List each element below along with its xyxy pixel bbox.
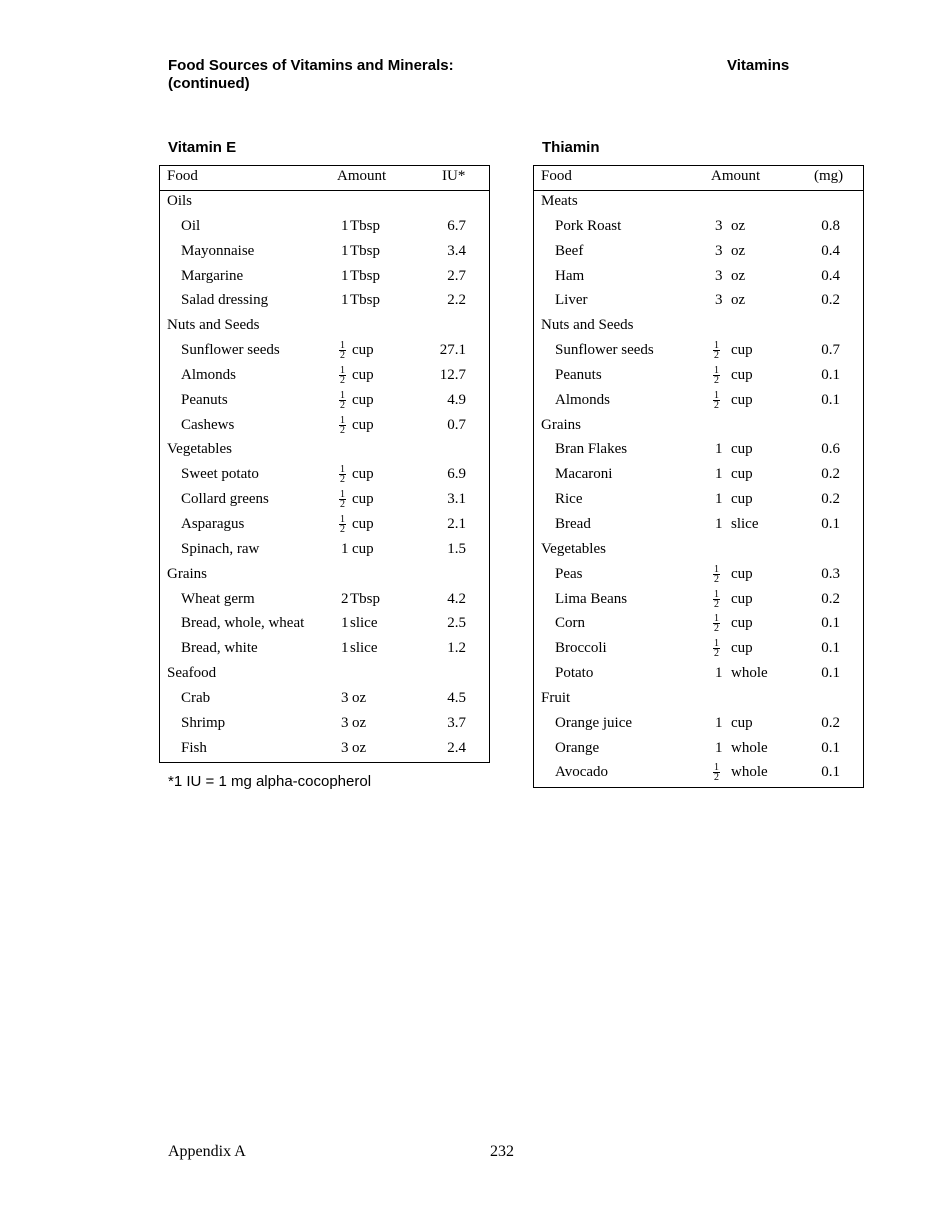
category-label: Oils [167, 193, 193, 209]
table-row [160, 390, 489, 415]
nutrient-value: 2.2 [447, 292, 466, 309]
header-title-line1: Food Sources of Vitamins and Minerals: [168, 57, 454, 74]
food-name: Orange juice [555, 714, 633, 731]
amount-unit: whole [731, 739, 768, 756]
table-row [534, 738, 863, 763]
nutrient-value: 0.7 [821, 342, 840, 359]
fraction-numerator: 1 [714, 340, 719, 352]
food-name: Potato [555, 665, 594, 682]
category-row [534, 415, 863, 440]
nutrient-value: 3.1 [447, 491, 466, 508]
food-name: Peas [555, 565, 583, 582]
table-row [160, 266, 489, 291]
col-header-value: (mg) [814, 168, 844, 184]
col-header-value: IU* [442, 168, 466, 184]
nutrient-value: 6.7 [447, 217, 466, 234]
amount-unit: Tbsp [350, 242, 380, 259]
food-name: Cashews [181, 416, 235, 433]
fraction-numerator: 1 [714, 389, 719, 401]
category-row [160, 564, 489, 589]
amount-unit: cup [731, 590, 753, 607]
table-row [534, 340, 863, 365]
table-row [160, 539, 489, 564]
table-row [160, 638, 489, 663]
food-name: Sweet potato [181, 466, 259, 483]
fraction-denominator: 2 [340, 424, 345, 436]
nutrient-value: 2.1 [447, 515, 466, 532]
table-row [534, 589, 863, 614]
fraction-denominator: 2 [340, 399, 345, 411]
nutrient-value: 12.7 [439, 366, 466, 383]
food-name: Rice [555, 491, 583, 508]
amount-unit: slice [350, 640, 378, 657]
nutrient-value: 0.1 [821, 515, 840, 532]
amount-unit: cup [731, 714, 753, 731]
table-row [534, 290, 863, 315]
fraction-denominator: 2 [340, 474, 345, 486]
amount-unit: oz [352, 689, 367, 706]
food-name: Collard greens [181, 491, 269, 508]
nutrient-value: 0.2 [821, 714, 840, 731]
amount-unit: cup [352, 366, 374, 383]
nutrient-value: 1.5 [447, 540, 466, 557]
category-row [534, 539, 863, 564]
amount-quantity: 3 [715, 242, 723, 259]
category-row [160, 663, 489, 688]
food-name: Sunflower seeds [181, 342, 280, 359]
category-row [160, 191, 489, 216]
fraction-denominator: 2 [714, 399, 719, 411]
category-label: Grains [167, 565, 207, 582]
fraction-denominator: 2 [340, 523, 345, 535]
vitamin-e-table [159, 165, 490, 763]
nutrient-value: 0.7 [447, 416, 466, 433]
amount-unit: cup [352, 416, 374, 433]
fraction-half [339, 465, 346, 484]
category-label: Seafood [167, 665, 217, 682]
table-row [534, 613, 863, 638]
fraction-half [713, 565, 720, 584]
table-row [160, 713, 489, 738]
nutrient-value: 4.2 [447, 590, 466, 607]
amount-unit: Tbsp [350, 292, 380, 309]
table-row [160, 340, 489, 365]
amount-unit: cup [352, 466, 374, 483]
fraction-half [713, 341, 720, 360]
table-row [160, 365, 489, 390]
category-label: Meats [541, 193, 578, 209]
table-row [534, 514, 863, 539]
fraction-numerator: 1 [340, 414, 345, 426]
table-header-row [534, 166, 863, 191]
amount-quantity: 1 [715, 714, 723, 731]
amount-unit: slice [731, 515, 759, 532]
table-row [534, 266, 863, 291]
food-name: Broccoli [555, 640, 607, 657]
food-name: Almonds [555, 391, 611, 408]
table-row [160, 489, 489, 514]
amount-quantity: 2 [341, 590, 349, 607]
food-name: Crab [181, 689, 211, 706]
amount-unit: Tbsp [350, 590, 380, 607]
fraction-half [713, 590, 720, 609]
nutrient-value: 0.8 [821, 217, 840, 234]
table-row [534, 241, 863, 266]
amount-unit: cup [731, 491, 753, 508]
amount-quantity: 1 [341, 540, 349, 557]
food-name: Sunflower seeds [555, 342, 654, 359]
nutrient-value: 3.4 [447, 242, 466, 259]
food-name: Beef [555, 242, 584, 259]
amount-unit: cup [731, 640, 753, 657]
fraction-numerator: 1 [714, 364, 719, 376]
amount-unit: oz [352, 739, 367, 756]
amount-unit: oz [731, 267, 746, 284]
amount-unit: cup [731, 366, 753, 383]
food-name: Asparagus [181, 515, 245, 532]
fraction-denominator: 2 [714, 623, 719, 635]
food-name: Macaroni [555, 466, 613, 483]
thiamin-rows [534, 191, 863, 787]
fraction-denominator: 2 [714, 350, 719, 362]
fraction-denominator: 2 [714, 598, 719, 610]
table-row [534, 663, 863, 688]
nutrient-value: 0.1 [821, 366, 840, 383]
amount-quantity: 1 [715, 491, 723, 508]
fraction-numerator: 1 [340, 364, 345, 376]
amount-quantity: 3 [715, 267, 723, 284]
category-row [160, 439, 489, 464]
header-title-line2: (continued) [168, 75, 250, 92]
amount-unit: Tbsp [350, 267, 380, 284]
amount-unit: cup [731, 342, 753, 359]
nutrient-value: 0.1 [821, 615, 840, 632]
nutrient-value: 0.2 [821, 292, 840, 309]
fraction-numerator: 1 [340, 340, 345, 352]
category-row [534, 688, 863, 713]
amount-unit: oz [731, 217, 746, 234]
category-label: Nuts and Seeds [167, 317, 260, 334]
category-row [534, 191, 863, 216]
food-name: Lima Beans [555, 590, 628, 607]
amount-quantity: 1 [341, 242, 349, 259]
amount-unit: cup [731, 441, 753, 458]
fraction-numerator: 1 [714, 563, 719, 575]
nutrient-value: 0.1 [821, 739, 840, 756]
table-row [160, 241, 489, 266]
fraction-half [339, 366, 346, 385]
fraction-half [339, 416, 346, 435]
category-row [534, 315, 863, 340]
nutrient-value: 0.4 [821, 242, 840, 259]
food-name: Pork Roast [555, 217, 622, 234]
footer-page-number: 232 [490, 1143, 514, 1160]
table-row [160, 514, 489, 539]
table-row [534, 762, 863, 787]
food-name: Bread [555, 515, 591, 532]
table-row [160, 415, 489, 440]
page-header-title [168, 57, 454, 93]
table-row [534, 564, 863, 589]
fraction-denominator: 2 [714, 648, 719, 660]
nutrient-value: 2.7 [447, 267, 466, 284]
amount-unit: cup [352, 342, 374, 359]
fraction-half [339, 515, 346, 534]
amount-quantity: 3 [341, 714, 349, 731]
category-label: Nuts and Seeds [541, 317, 634, 334]
amount-quantity: 1 [715, 739, 723, 756]
fraction-half [339, 391, 346, 410]
food-name: Mayonnaise [181, 242, 255, 259]
thiamin-table [533, 165, 864, 788]
fraction-half [713, 366, 720, 385]
food-name: Salad dressing [181, 292, 269, 309]
fraction-numerator: 1 [714, 588, 719, 600]
food-name: Margarine [181, 267, 244, 284]
nutrient-value: 6.9 [447, 466, 466, 483]
fraction-half [339, 490, 346, 509]
table-row [534, 713, 863, 738]
table-row [534, 638, 863, 663]
table-row [534, 489, 863, 514]
fraction-numerator: 1 [714, 762, 719, 774]
nutrient-value: 0.2 [821, 491, 840, 508]
food-name: Peanuts [181, 391, 228, 408]
amount-unit: oz [731, 242, 746, 259]
amount-quantity: 1 [715, 665, 723, 682]
nutrient-value: 27.1 [439, 342, 466, 359]
food-name: Orange [555, 739, 600, 756]
amount-unit: cup [731, 466, 753, 483]
category-label: Grains [541, 416, 581, 433]
amount-quantity: 1 [341, 640, 349, 657]
amount-unit: cup [352, 515, 374, 532]
table-row [534, 439, 863, 464]
fraction-numerator: 1 [340, 489, 345, 501]
category-label: Fruit [541, 689, 571, 706]
nutrient-value: 0.3 [821, 565, 840, 582]
nutrient-value: 3.7 [447, 714, 466, 731]
footer-appendix: Appendix A [168, 1143, 246, 1160]
fraction-half [713, 763, 720, 782]
amount-unit: cup [352, 540, 374, 557]
amount-quantity: 3 [715, 217, 723, 234]
amount-unit: cup [352, 491, 374, 508]
col-header-amount: Amount [337, 168, 387, 184]
amount-unit: cup [731, 615, 753, 632]
amount-unit: oz [352, 714, 367, 731]
fraction-numerator: 1 [340, 513, 345, 525]
category-label: Vegetables [167, 441, 232, 458]
table-row [160, 738, 489, 763]
nutrient-value: 0.1 [821, 391, 840, 408]
nutrient-value: 0.2 [821, 466, 840, 483]
food-name: Ham [555, 267, 585, 284]
fraction-numerator: 1 [340, 389, 345, 401]
food-name: Almonds [181, 366, 237, 383]
amount-quantity: 1 [341, 292, 349, 309]
nutrient-value: 0.2 [821, 590, 840, 607]
amount-quantity: 1 [715, 466, 723, 483]
nutrient-value: 0.1 [821, 640, 840, 657]
table-header-row [160, 166, 489, 191]
food-name: Liver [555, 292, 588, 309]
amount-quantity: 1 [715, 515, 723, 532]
nutrient-value: 0.6 [821, 441, 840, 458]
fraction-denominator: 2 [714, 772, 719, 784]
nutrient-value: 4.9 [447, 391, 466, 408]
table-row [160, 464, 489, 489]
table-row [160, 290, 489, 315]
fraction-numerator: 1 [340, 464, 345, 476]
table-row [160, 688, 489, 713]
table-row [160, 613, 489, 638]
amount-quantity: 1 [715, 441, 723, 458]
food-name: Bread, white [181, 640, 258, 657]
table-row [534, 390, 863, 415]
category-row [160, 315, 489, 340]
fraction-half [713, 391, 720, 410]
amount-unit: whole [731, 764, 768, 781]
nutrient-value: 0.4 [821, 267, 840, 284]
col-header-food: Food [541, 168, 572, 184]
food-name: Corn [555, 615, 585, 632]
fraction-denominator: 2 [340, 374, 345, 386]
amount-unit: oz [731, 292, 746, 309]
nutrient-value: 0.1 [821, 665, 840, 682]
category-label: Vegetables [541, 540, 606, 557]
nutrient-value: 1.2 [447, 640, 466, 657]
amount-unit: cup [352, 391, 374, 408]
food-name: Wheat germ [181, 590, 255, 607]
food-name: Peanuts [555, 366, 602, 383]
amount-unit: Tbsp [350, 217, 380, 234]
food-name: Bran Flakes [555, 441, 628, 458]
col-header-food: Food [167, 168, 198, 184]
fraction-numerator: 1 [714, 613, 719, 625]
food-name: Shrimp [181, 714, 226, 731]
amount-quantity: 1 [341, 217, 349, 234]
fraction-denominator: 2 [340, 499, 345, 511]
table-row [160, 589, 489, 614]
food-name: Bread, whole, wheat [181, 615, 305, 632]
amount-unit: slice [350, 615, 378, 632]
fraction-denominator: 2 [714, 573, 719, 585]
table-row [534, 216, 863, 241]
nutrient-value: 2.5 [447, 615, 466, 632]
amount-quantity: 1 [341, 267, 349, 284]
amount-unit: cup [731, 565, 753, 582]
fraction-numerator: 1 [714, 638, 719, 650]
amount-quantity: 1 [341, 615, 349, 632]
table-row [160, 216, 489, 241]
nutrient-value: 2.4 [447, 739, 466, 756]
food-name: Fish [181, 739, 207, 756]
vitamin-e-title: Vitamin E [168, 139, 237, 156]
amount-quantity: 3 [341, 739, 349, 756]
nutrient-value: 0.1 [821, 764, 840, 781]
amount-quantity: 3 [341, 689, 349, 706]
col-header-amount: Amount [711, 168, 761, 184]
fraction-half [339, 341, 346, 360]
footnote: *1 IU = 1 mg alpha-cocopherol [168, 773, 372, 790]
food-name: Oil [181, 217, 201, 234]
vitamin-e-rows [160, 191, 489, 762]
thiamin-title: Thiamin [542, 139, 600, 156]
fraction-half [713, 639, 720, 658]
fraction-denominator: 2 [340, 350, 345, 362]
nutrient-value: 4.5 [447, 689, 466, 706]
fraction-half [713, 614, 720, 633]
amount-quantity: 3 [715, 292, 723, 309]
page-header-section: Vitamins [727, 57, 790, 74]
food-name: Spinach, raw [181, 540, 260, 557]
table-row [534, 464, 863, 489]
fraction-denominator: 2 [714, 374, 719, 386]
food-name: Avocado [555, 764, 609, 781]
table-row [534, 365, 863, 390]
amount-unit: whole [731, 665, 768, 682]
amount-unit: cup [731, 391, 753, 408]
